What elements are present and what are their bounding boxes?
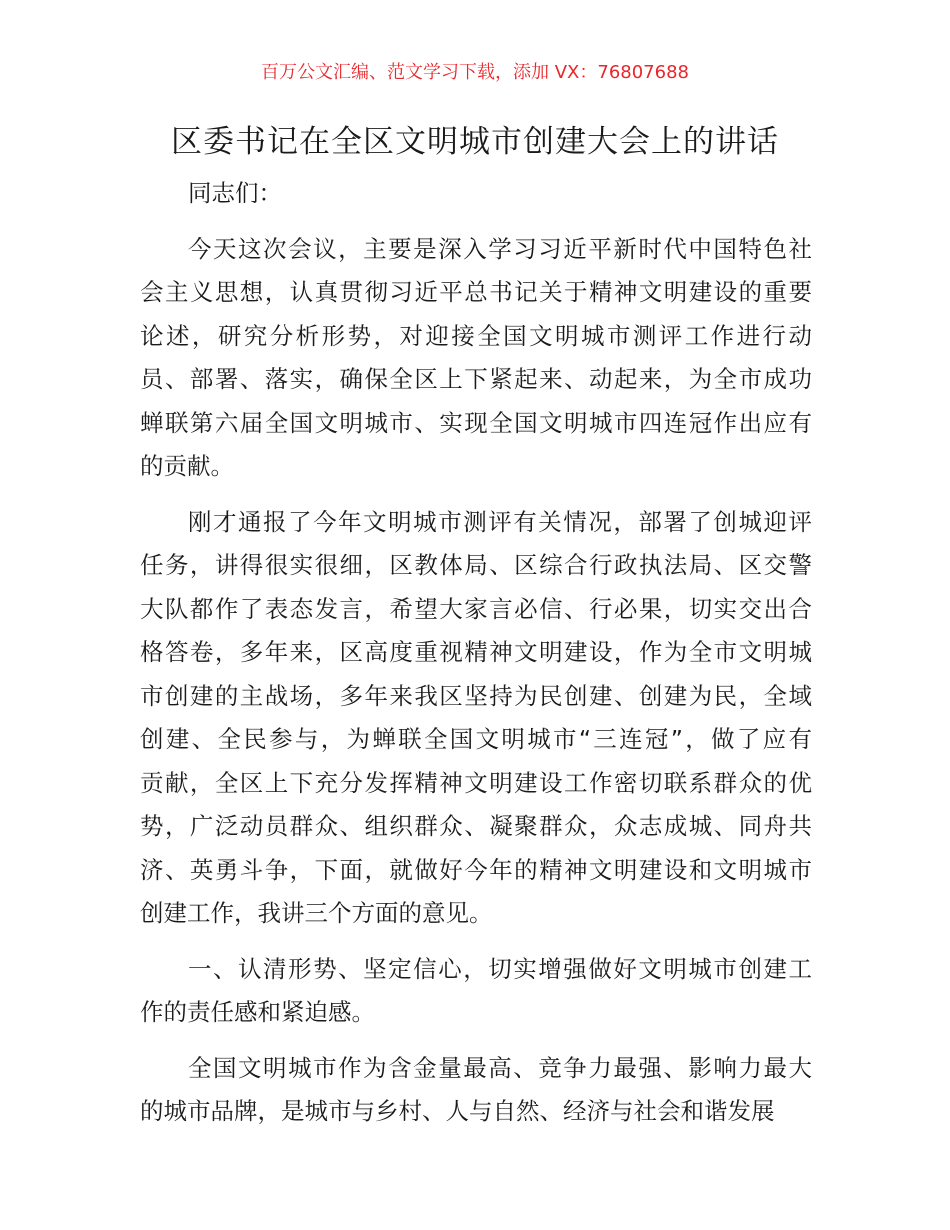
text-line: 格答卷，多年来，区高度重视精神文明建设，作为全市文明城: [140, 638, 812, 666]
text-line: 今天这次会议，主要是深入学习习近平新时代中国特色社: [188, 234, 812, 263]
text-line: 的贡献。: [140, 452, 234, 480]
paragraph: [140, 228, 812, 489]
text-line: 创建工作，我讲三个方面的意见。: [140, 899, 493, 927]
paragraph: [140, 172, 812, 216]
text-line: 济、英勇斗争，下面，就做好今年的精神文明建设和文明城市: [140, 855, 812, 884]
text-line: 任务，讲得很实很细，区教体局、区综合行政执法局、区交警: [140, 551, 812, 579]
text-line: 作的责任感和紧迫感。: [140, 998, 375, 1026]
text-line: 势，广泛动员群众、组织群众、凝聚群众，众志成城、同舟共: [140, 812, 812, 840]
text-line: 大队都作了表态发言，希望大家言必信、行必果，切实交出合: [140, 594, 812, 623]
text-line: 员、部署、落实，确保全区上下紧起来、动起来，为全市成功: [140, 365, 812, 393]
text-line: 贡献，全区上下充分发挥精神文明建设工作密切联系群众的优: [140, 768, 812, 797]
watermark-header: 百万公文汇编、范文学习下载，添加 VX：76807688: [261, 62, 689, 83]
text-line: 创建、全民参与，为蝉联全国文明城市“三连冠”，做了应有: [140, 725, 812, 753]
text-line: 的城市品牌，是城市与乡村、人与自然、经济与社会和谐发展: [140, 1097, 775, 1125]
paragraph: [140, 948, 812, 1035]
text-line: 同志们：: [188, 179, 282, 207]
text-line: 蝉联第六届全国文明城市、实现全国文明城市四连冠作出应有: [140, 408, 812, 437]
paragraph: [140, 501, 812, 936]
text-line: 论述，研究分析形势，对迎接全国文明城市测评工作进行动: [140, 321, 812, 350]
document-body: [140, 172, 812, 1146]
text-line: 刚才通报了今年文明城市测评有关情况，部署了创城迎评: [188, 507, 812, 536]
text-line: 市创建的主战场，多年来我区坚持为民创建、创建为民，全域: [140, 681, 812, 710]
paragraph: [140, 1047, 812, 1134]
text-line: 全国文明城市作为含金量最高、竞争力最强、影响力最大: [188, 1053, 812, 1082]
text-line: 会主义思想，认真贯彻习近平总书记关于精神文明建设的重要: [140, 278, 812, 306]
text-line: 一、认清形势、坚定信心，切实增强做好文明城市创建工: [188, 954, 812, 983]
document-title: 区委书记在全区文明城市创建大会上的讲话: [171, 124, 779, 160]
